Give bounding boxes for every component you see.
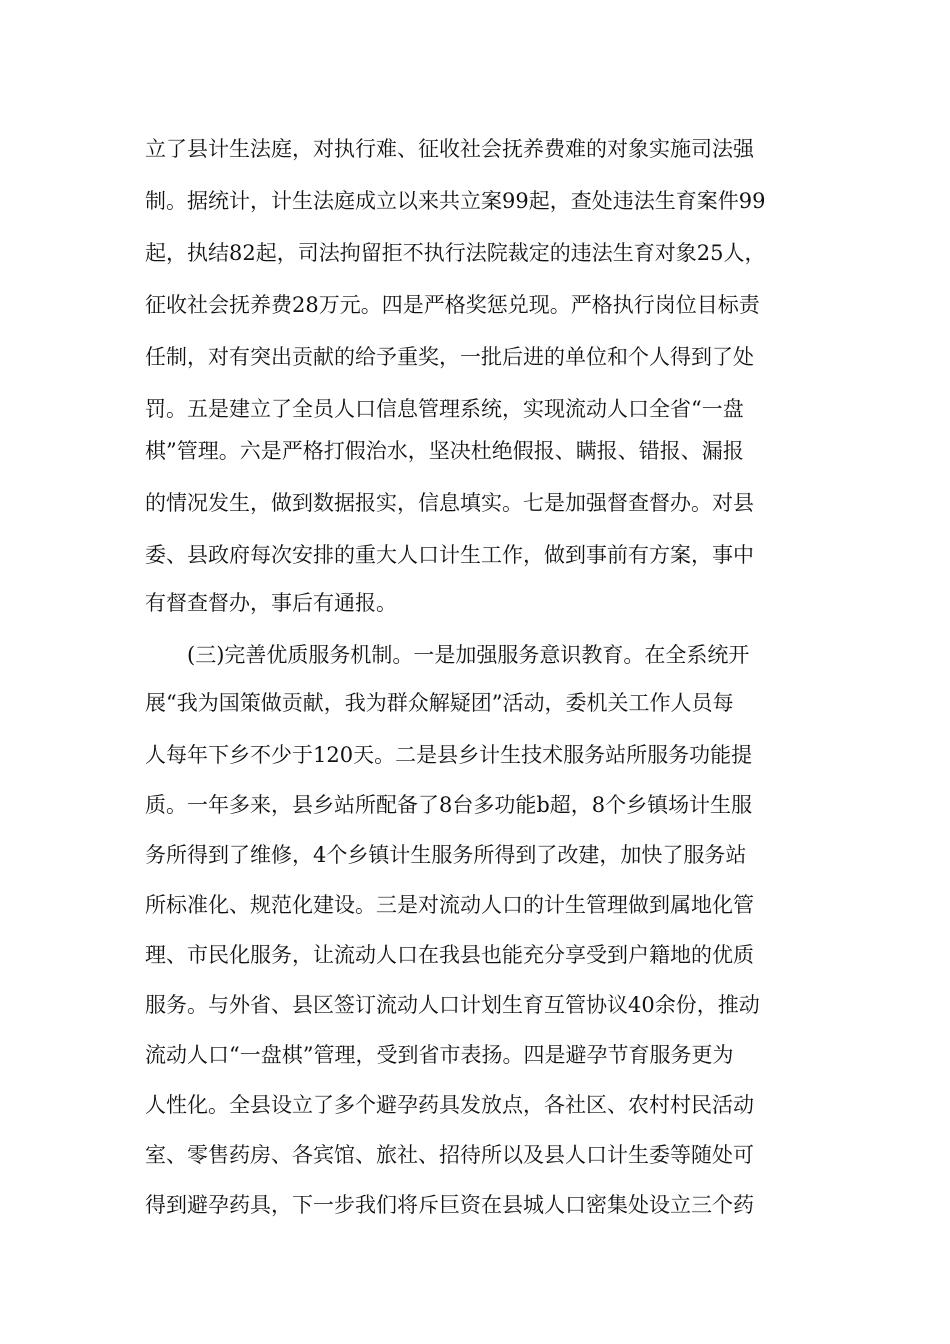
text-line: 任制，对有突出贡献的给予重奖，一批后进的单位和个人得到了处 <box>145 345 754 369</box>
text-line: 所标准化、规范化建设。三是对流动人口的计生管理做到属地化管 <box>145 893 754 917</box>
text-line: 制。据统计，计生法庭成立以来共立案99起，查处违法生育案件99 <box>145 189 766 213</box>
text-line: 棋”管理。六是严格打假治水，坚决杜绝假报、瞒报、错报、漏报 <box>145 439 744 463</box>
text-line: 得到避孕药具，下一步我们将斥巨资在县城人口密集处设立三个药 <box>145 1193 754 1217</box>
text-line: 人每年下乡不少于120天。二是县乡计生技术服务站所服务功能提 <box>145 743 753 767</box>
text-line: 起，执结82起，司法拘留拒不执行法院裁定的违法生育对象25人， <box>145 241 766 265</box>
paragraph-start-line: (三)完善优质服务机制。一是加强服务意识教育。在全系统开 <box>187 643 750 667</box>
text-line: 征收社会抚养费28万元。四是严格奖惩兑现。严格执行岗位目标责 <box>145 293 760 317</box>
text-line: 服务。与外省、县区签订流动人口计划生育互管协议40余份，推动 <box>145 993 760 1017</box>
text-line: 展“我为国策做贡献，我为群众解疑团”活动，委机关工作人员每 <box>145 691 734 715</box>
text-line: 质。一年多来，县乡站所配备了8台多功能b超，8个乡镇场计生服 <box>145 793 753 817</box>
text-line: 流动人口“一盘棋”管理，受到省市表扬。四是避孕节育服务更为 <box>145 1043 734 1067</box>
text-line: 务所得到了维修，4个乡镇计生服务所得到了改建，加快了服务站 <box>145 843 747 867</box>
text-line: 委、县政府每次安排的重大人口计生工作，做到事前有方案，事中 <box>145 543 754 567</box>
text-line: 室、零售药房、各宾馆、旅社、招待所以及县人口计生委等随处可 <box>145 1143 754 1167</box>
text-line: 有督查督办，事后有通报。 <box>145 591 397 615</box>
text-line: 理、市民化服务，让流动人口在我县也能充分享受到户籍地的优质 <box>145 943 754 967</box>
text-line: 罚。五是建立了全员人口信息管理系统，实现流动人口全省“一盘 <box>145 397 744 421</box>
text-line: 人性化。全县设立了多个避孕药具发放点，各社区、农村村民活动 <box>145 1093 754 1117</box>
text-line: 的情况发生，做到数据报实，信息填实。七是加强督查督办。对县 <box>145 491 754 515</box>
text-line: 立了县计生法庭，对执行难、征收社会抚养费难的对象实施司法强 <box>145 137 754 161</box>
